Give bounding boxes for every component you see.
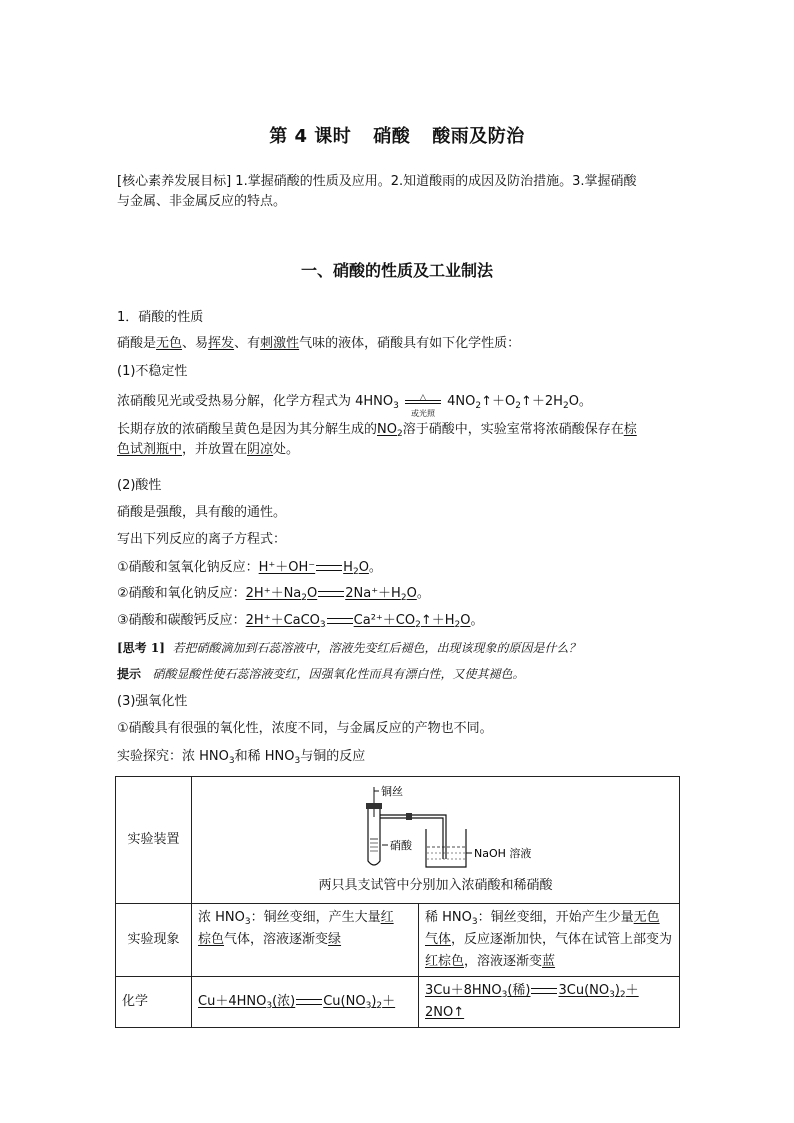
experiment-title: 实验探究：浓 $HNO_3$和稀 $HNO_3$与铜的反应	[117, 749, 366, 766]
think-label: [思考 1]	[117, 641, 165, 655]
answer-bottle: 色试剂瓶中	[117, 442, 183, 457]
concentrated-observation: 浓 $HNO_3$：铜丝变细，产生大量红 棕色气体，溶液逐渐变绿	[192, 904, 419, 977]
apparatus-cell	[192, 777, 680, 904]
lesson-number: 第 4 课时	[269, 126, 352, 147]
answer-red: 红	[380, 910, 394, 925]
experiment-text: 与铜的反应	[300, 749, 366, 764]
reaction-2	[117, 584, 677, 604]
reaction-1-equation: H⁺＋OH⁻ $H_2O$	[258, 560, 369, 577]
acid-label: 硝酸	[389, 839, 412, 852]
tip-label: 提示	[117, 667, 142, 681]
goals-line-1: 1.掌握硝酸的性质及应用。2.知道酸雨的成因及防治措施。3.掌握硝酸	[235, 174, 637, 189]
experiment-text: 和稀 HNO	[234, 749, 295, 764]
experiment-text: 实验探究：浓 HNO	[117, 749, 229, 764]
reaction-3-equation: 2H⁺＋CaCO$_3$ $Ca^{2+}+CO_2↑+H_2O$	[245, 613, 471, 630]
think-question-text: 若把硝酸滴加到石蕊溶液中，溶液先变红后褪色，出现该现象的原因是什么？	[172, 641, 581, 655]
reaction-label: ①硝酸和氢氧化钠反应：	[117, 560, 259, 575]
equation-text: 4NO	[447, 394, 476, 409]
oxidizing-paragraph: ①硝酸具有很强的氧化性，浓度不同，与金属反应的产物也不同。	[117, 721, 493, 736]
tip-text: 硝酸显酸性使石蕊溶液变红，因强氧化性而具有漂白性，又使其褪色。	[152, 667, 525, 681]
heading-instability: (1)不稳定性	[117, 364, 188, 379]
lesson-topic-2: 酸雨及防治	[432, 126, 525, 147]
subheading-properties: 1．硝酸的性质	[117, 310, 204, 325]
answer-cool: 阴凉	[247, 442, 274, 457]
ionic-instruction: 写出下列反应的离子方程式：	[117, 532, 287, 547]
reaction-label: ③硝酸和碳酸钙反应：	[117, 613, 246, 628]
storage-paragraph	[117, 420, 677, 460]
storage-text: ，并放置在	[182, 442, 248, 457]
apparatus-caption: 两只具支试管中分别加入浓硝酸和稀硝酸	[318, 878, 553, 893]
table-row	[116, 977, 680, 1028]
naoh-label: NaOH 溶液	[473, 847, 531, 860]
row-label: 实验装置	[116, 777, 192, 904]
goals-label: [核心素养发展目标]	[117, 174, 232, 189]
answer-pungent: 刺激性	[260, 336, 300, 351]
lesson-topic-1: 硝酸	[373, 126, 411, 147]
answer-brown: 棕	[623, 422, 637, 437]
reaction-1	[117, 558, 677, 578]
reaction-3	[117, 611, 677, 631]
equation-text: ↑＋2H	[521, 394, 563, 409]
reaction-2-equation: $2H^++Na_2O$ $2Na^++H_2O$	[245, 586, 417, 603]
decomposition-equation: 浓硝酸见光或受热易分解，化学方程式为 $4HNO_3$ △ 或光照 $4NO_2↑+O_2↑+2H_2O$。	[117, 392, 677, 412]
copper-wire-label: 铜丝	[380, 785, 403, 798]
dilute-equation: $3Cu+8HNO_3$(稀) $3Cu(NO_3)_2+2NO↑$	[419, 977, 680, 1028]
row-label: 实验现象	[116, 904, 192, 977]
reaction-label: ②硝酸和氧化钠反应：	[117, 586, 246, 601]
row-label: 化学	[116, 977, 192, 1028]
intro-text: 硝酸是	[117, 336, 157, 351]
answer-colorless-gas: 无色	[633, 910, 660, 925]
experiment-table	[115, 776, 680, 1028]
answer-red-brown: 红棕色	[425, 954, 465, 969]
answer-brown-gas: 棕色	[198, 932, 225, 947]
heading-acidity: (2)酸性	[117, 478, 162, 493]
goals-line-2: 与金属、非金属反应的特点。	[117, 194, 287, 209]
answer-volatile: 挥发	[208, 336, 235, 351]
storage-text: 长期存放的浓硝酸呈黄色是因为其分解生成的	[117, 422, 378, 437]
intro-paragraph	[117, 334, 677, 354]
think-question	[117, 638, 677, 658]
equation-text: O。	[568, 394, 592, 409]
answer-colorless: 无色	[156, 336, 183, 351]
section-heading: 一、硝酸的性质及工业制法	[300, 261, 493, 280]
intro-text: 、易	[182, 336, 209, 351]
heading-oxidizing: (3)强氧化性	[117, 694, 188, 709]
punctuation: 。	[470, 613, 484, 628]
dilute-observation: 稀 $HNO_3$：铜丝变细，开始产生少量无色 气体，反应逐渐加快，气体在试管上部变为红棕色，溶液逐渐变蓝	[419, 904, 680, 977]
light-condition: 或光照	[411, 408, 436, 418]
apparatus-diagram	[306, 783, 566, 875]
answer-no2: $NO_2$	[377, 422, 403, 439]
think-tip	[117, 664, 677, 684]
table-row	[116, 904, 680, 977]
concentrated-equation: $Cu+4HNO_3$(浓) $Cu(NO_3)_2+$	[192, 977, 419, 1028]
punctuation: 。	[368, 560, 382, 575]
storage-text: 溶于硝酸中，实验室常将浓硝酸保存在	[402, 422, 624, 437]
page-title	[0, 122, 794, 148]
acid-paragraph: 硝酸是强酸，具有酸的通性。	[117, 505, 287, 520]
answer-gas: 气体	[425, 932, 452, 947]
answer-green: 绿	[328, 932, 342, 947]
storage-text: 处。	[273, 442, 300, 457]
intro-text: 、有	[234, 336, 261, 351]
table-row	[116, 777, 680, 904]
intro-text: 气味的液体，硝酸具有如下化学性质：	[299, 336, 521, 351]
punctuation: 。	[416, 586, 430, 601]
learning-goals	[117, 172, 677, 212]
equation-text: ↑＋O	[481, 394, 516, 409]
answer-blue: 蓝	[542, 954, 556, 969]
heat-symbol: △	[419, 392, 427, 403]
equation-text: 浓硝酸见光或受热易分解，化学方程式为 4HNO	[117, 394, 394, 409]
reaction-condition	[403, 392, 443, 418]
